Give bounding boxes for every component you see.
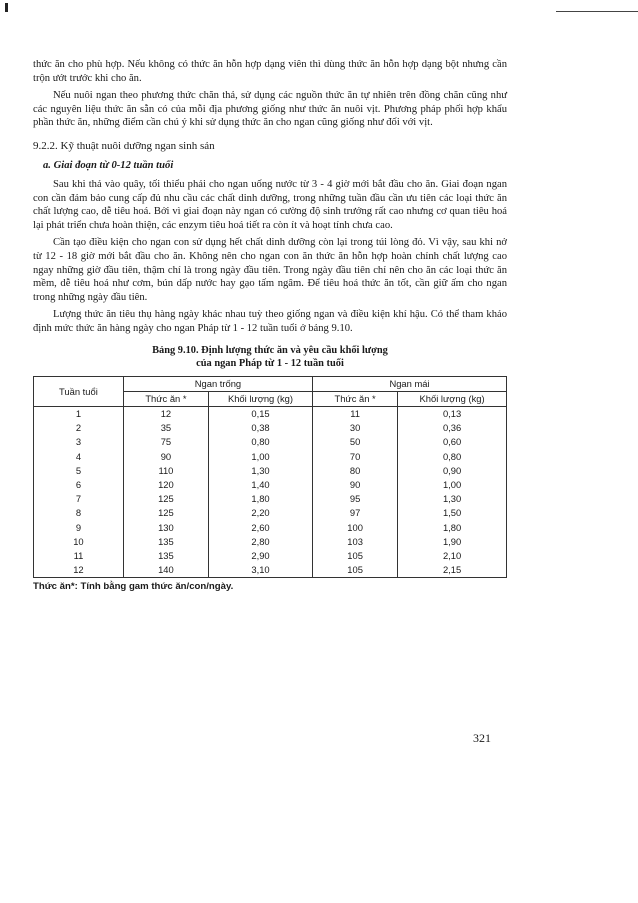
table-row (34, 406, 507, 421)
paragraph: thức ăn cho phù hợp. Nếu không có thức ăn hỗn hợp dạng viên thì dùng thức ăn hỗn hợp dạng bột nhưng cần trộn ướt trước khi cho ăn. (33, 59, 507, 84)
cell-female-weight: 1,90 (398, 534, 507, 548)
table-row (34, 534, 507, 548)
cell-male-feed: 110 (123, 463, 208, 477)
cell-female-weight: 1,50 (398, 506, 507, 520)
cell-male-weight: 1,80 (208, 492, 312, 506)
page-content (33, 58, 507, 592)
cell-male-feed: 125 (123, 492, 208, 506)
cell-week: 10 (34, 534, 124, 548)
page-number: 321 (473, 731, 491, 745)
group-male-header: Ngan trống (123, 376, 312, 391)
col-feed-header: Thức ăn * (313, 391, 398, 406)
cell-week: 3 (34, 435, 124, 449)
table-row (34, 520, 507, 534)
cell-week: 8 (34, 506, 124, 520)
cell-female-weight: 1,00 (398, 477, 507, 491)
caption-line: Bảng 9.10. Định lượng thức ăn và yêu cầu khối lượng (152, 344, 388, 356)
cell-male-weight: 2,20 (208, 506, 312, 520)
cell-male-weight: 0,80 (208, 435, 312, 449)
cell-female-feed: 30 (313, 421, 398, 435)
cell-male-feed: 90 (123, 449, 208, 463)
cell-week: 12 (34, 563, 124, 578)
cell-female-weight: 0,90 (398, 463, 507, 477)
col-week-header: Tuần tuổi (34, 376, 124, 406)
cell-male-feed: 35 (123, 421, 208, 435)
table-row (34, 449, 507, 463)
cell-male-weight: 2,80 (208, 534, 312, 548)
paragraph: Sau khi thả vào quây, tối thiểu phải cho ngan uống nước từ 3 - 4 giờ mới bắt đầu cho ăn. Giai đoạn ngan con cần đảm bảo cung cấp đủ nhu cầu các chất dinh dưỡng, trong những tuần đầu cần ưu tiên các loại thức ăn chất lượng cao, dễ tiêu hoá. Bởi vì giai đoạn này ngan có cường độ sinh trưởng rất cao nhưng cơ quan tiêu hoá lại phát triển chưa hoàn thiện, các enzym tiêu hoá tiết ra còn ít và hoạt tính chưa cao. (33, 178, 507, 231)
cell-male-feed: 75 (123, 435, 208, 449)
cell-female-feed: 97 (313, 506, 398, 520)
cell-female-feed: 80 (313, 463, 398, 477)
cell-week: 2 (34, 421, 124, 435)
col-weight-header: Khối lượng (kg) (398, 391, 507, 406)
table-row (34, 492, 507, 506)
cell-week: 9 (34, 520, 124, 534)
cell-male-weight: 0,38 (208, 421, 312, 435)
cell-male-feed: 12 (123, 406, 208, 421)
cell-female-feed: 50 (313, 435, 398, 449)
cell-week: 11 (34, 548, 124, 562)
table-caption (33, 344, 507, 371)
cell-female-weight: 2,15 (398, 563, 507, 578)
subsection-heading: a. Giai đoạn từ 0-12 tuần tuổi (43, 159, 174, 171)
table-row (34, 506, 507, 520)
cell-male-weight: 1,30 (208, 463, 312, 477)
group-female-header: Ngan mái (313, 376, 507, 391)
cell-week: 4 (34, 449, 124, 463)
col-feed-header: Thức ăn * (123, 391, 208, 406)
cell-female-feed: 105 (313, 548, 398, 562)
cell-female-feed: 100 (313, 520, 398, 534)
cell-female-feed: 105 (313, 563, 398, 578)
cell-week: 1 (34, 406, 124, 421)
cell-female-feed: 103 (313, 534, 398, 548)
cell-female-feed: 95 (313, 492, 398, 506)
cell-male-feed: 135 (123, 548, 208, 562)
table-body (34, 406, 507, 577)
section-heading: 9.2.2. Kỹ thuật nuôi dưỡng ngan sinh sản (33, 139, 215, 152)
cell-male-weight: 1,40 (208, 477, 312, 491)
col-weight-header: Khối lượng (kg) (208, 391, 312, 406)
table-note: Thức ăn*: Tính bằng gam thức ăn/con/ngày. (33, 580, 234, 592)
cell-male-feed: 130 (123, 520, 208, 534)
table-row (34, 463, 507, 477)
cell-female-feed: 90 (313, 477, 398, 491)
cell-week: 7 (34, 492, 124, 506)
cell-male-feed: 140 (123, 563, 208, 578)
table-row (34, 435, 507, 449)
cell-female-weight: 0,80 (398, 449, 507, 463)
cell-male-weight: 2,60 (208, 520, 312, 534)
cell-male-feed: 120 (123, 477, 208, 491)
cell-female-weight: 0,60 (398, 435, 507, 449)
cell-female-weight: 0,13 (398, 406, 507, 421)
cell-male-weight: 2,90 (208, 548, 312, 562)
paragraph: Lượng thức ăn tiêu thụ hàng ngày khác nhau tuỳ theo giống ngan và điều kiện khí hậu. Có thể tham khảo định mức thức ăn hàng ngày cho ngan Pháp từ 1 - 12 tuần tuổi ở bảng 9.10. (33, 309, 507, 334)
cell-female-weight: 1,80 (398, 520, 507, 534)
cell-male-weight: 3,10 (208, 563, 312, 578)
table-row (34, 421, 507, 435)
cell-female-feed: 70 (313, 449, 398, 463)
header-rule (556, 11, 638, 12)
cell-week: 5 (34, 463, 124, 477)
cell-female-weight: 2,10 (398, 548, 507, 562)
cell-male-weight: 0,15 (208, 406, 312, 421)
caption-line: của ngan Pháp từ 1 - 12 tuần tuổi (196, 358, 344, 369)
feed-table (33, 376, 507, 578)
cell-female-weight: 1,30 (398, 492, 507, 506)
table-row (34, 477, 507, 491)
table-row (34, 548, 507, 562)
cell-male-weight: 1,00 (208, 449, 312, 463)
paragraph: Cần tạo điều kiện cho ngan con sử dụng hết chất dinh dưỡng còn lại trong túi lòng đỏ. Vì vậy, sau khi nở từ 12 - 18 giờ mới bắt đầu cho ăn. Không nên cho ngan con ăn thức ăn hỗn hợp hoàn chỉnh chất lượng cao ngay những giờ đầu tiên, thậm chí là trong ngày đầu tiên. Trong ngày đầu tiên chỉ nên cho ăn các loại thức ăn mềm, dễ tiêu hoá như cơm, bún dấp nước hay gạo tấm ngâm. Để tiêu hoá thức ăn tốt, cần giữ ấm cho ngan trong những ngày đầu tiên. (33, 237, 507, 303)
paragraph: Nếu nuôi ngan theo phương thức chăn thả, sử dụng các nguồn thức ăn tự nhiên trên đồng chăn cũng như các nguyên liệu thức ăn sẵn có của mỗi địa phương giống như thức ăn nuôi vịt. Phương pháp phối hợp khẩu phần thức ăn, những điểm cần chú ý khi sử dụng thức ăn cho ngan cũng giống như đối với vịt. (33, 90, 507, 129)
table-row (34, 563, 507, 578)
cell-female-weight: 0,36 (398, 421, 507, 435)
cell-week: 6 (34, 477, 124, 491)
cell-female-feed: 11 (313, 406, 398, 421)
cell-male-feed: 125 (123, 506, 208, 520)
cell-male-feed: 135 (123, 534, 208, 548)
scan-mark (5, 3, 8, 12)
